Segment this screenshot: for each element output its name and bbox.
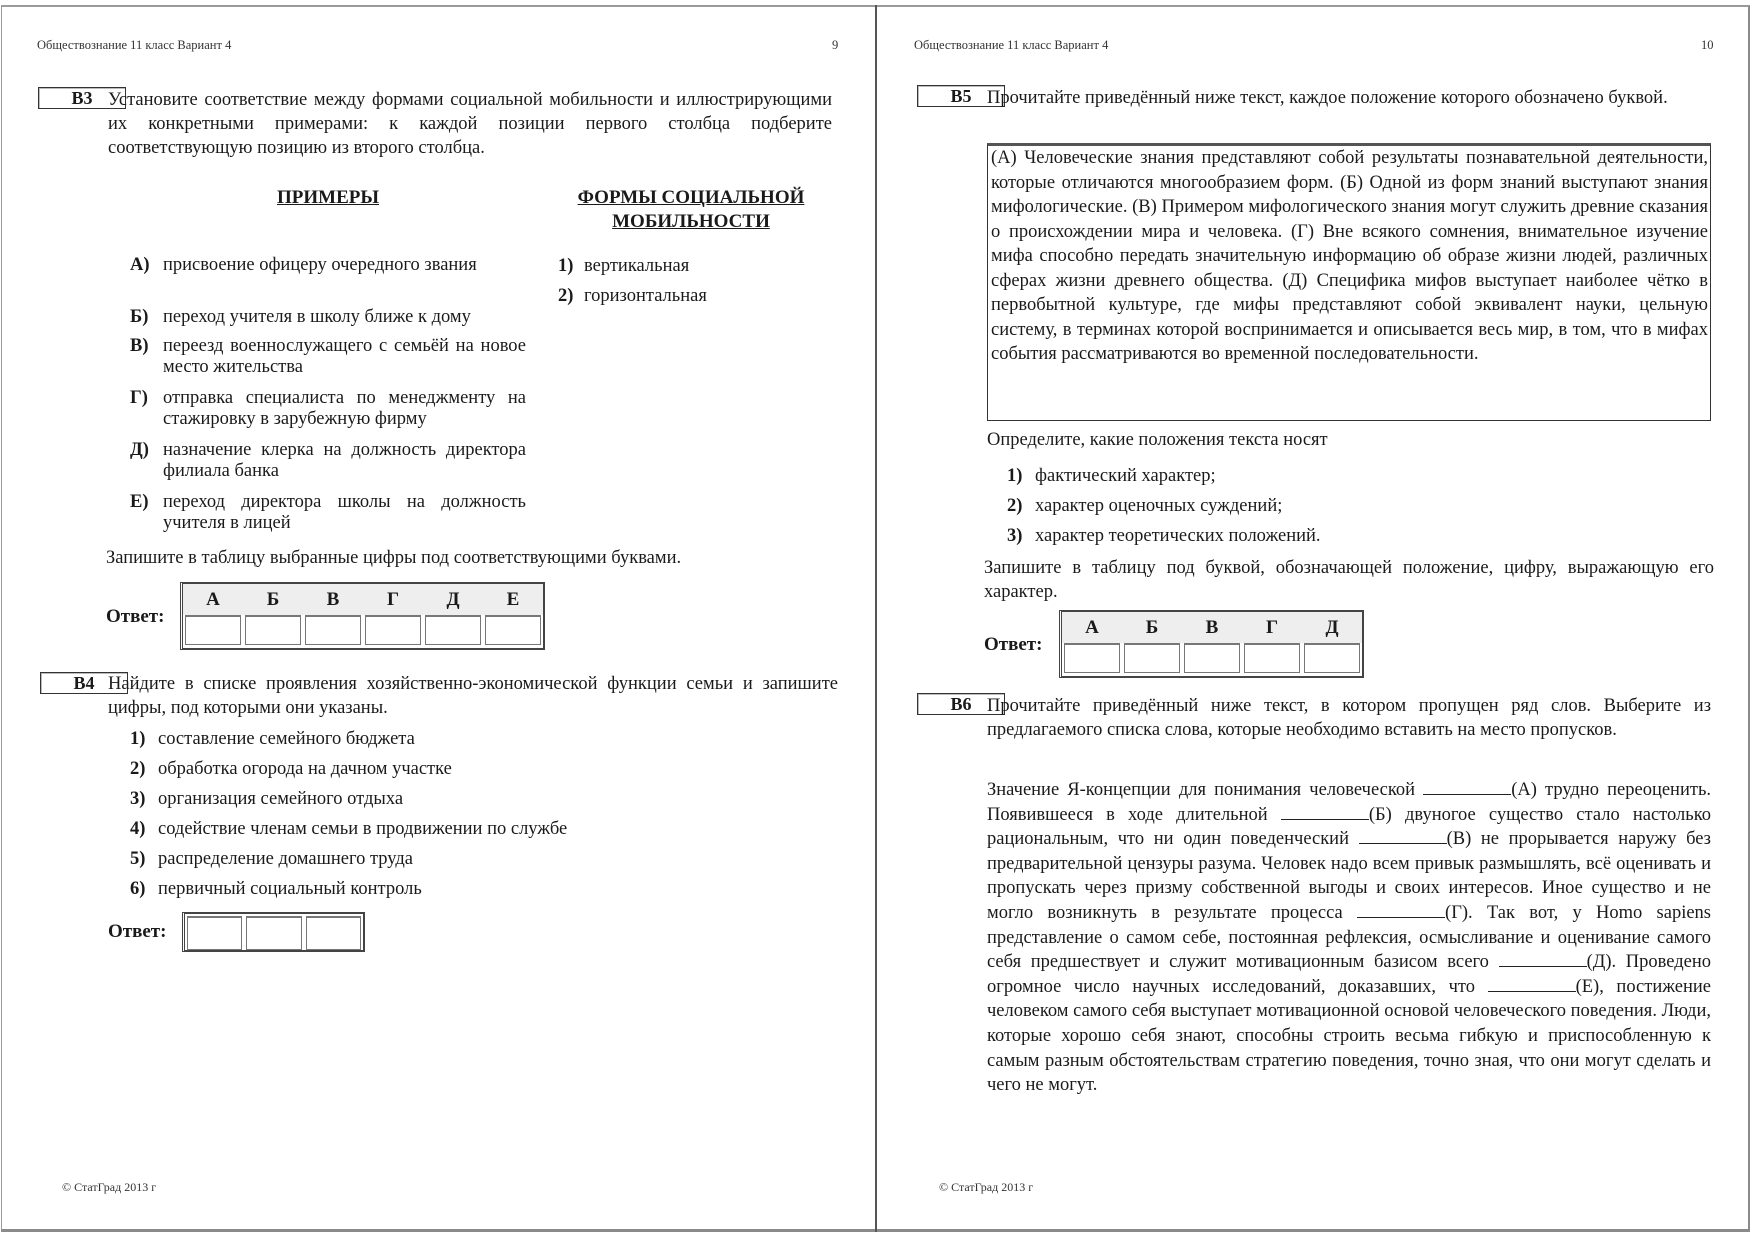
page-10: Обществознание 11 класс Вариант 4 10 B5 Прочитайте приведённый ниже текст, каждое положение которого обозначено буквой. (А) Человеческие знания представляют собой результаты познавательной деятельности, которые отличаются многообразием форм. (Б) Одной из форм знаний выступают знания мифологические. (В) Примером мифологического знания могут служить древние сказания о происхождении мира и человека. (Г) Вне всякого сомнения, внимательное изучение мифа способно передать значительную информацию об образе жизни людей, различных сферах жизни древнего общества. (Д) Специфика мифов выступает наиболее чётко в первобытной культуре, где мифы представляют собой эквивалент науки, цельную систему, в терминах которой воспринимается и описывается весь мир, в том, что в мифах события рассматриваются во временной последовательности. Определите, какие положения текста носят 1) фактический характер; 2) характер оценочных суждений; 3) характер теоретических положений. Запишите в таблицу под буквой, обозначающей положение, цифру, выражающую его характер. Ответ: А Б В Г Д B6 Прочитайте приведённый ниже текст, в котором пропущен ряд слов. Выберите из предлагаемого списка слова, которые необходимо вставить на место пропусков. Значение Я-концепции для понимания человеческой (А) трудно переоценить. Появившееся в ходе длительной (Б) двуногое существо стало настолько рациональным, что ни один поведенческий (В) не прорывается наружу без предварительной цензуры разума. Человек надо всем привык размышлять, всё оценивать и пропускать через призму собственной выгоды и своих интересов. Иное существо и не могло возникнуть в результате процесса (Г). Так вот, у Homo sapiens представление о самом себе, постоянная рефлексия, осмысливание и оценивание самого себя предшествует и служит мотивационным базисом всего (Д). Проведено огромное число научных исследований, доказавших, что (Е), постижение человеком самого себя выступает мотивационной основой человеческого поведения. Люди, которые хорошо себя знают, способны строить весьма гибкую и приспособленную к самым разным обстоятельствам стратегию поведения, точно зная, что они могут сделать и чего не могут. © СтатГрад 2013 г xyxy=(914,38,1714,1194)
answer-column-header: Е xyxy=(506,589,520,610)
answer-label: Ответ: xyxy=(106,606,165,627)
answer-column-header: Б xyxy=(1145,617,1159,638)
blank-a[interactable] xyxy=(1423,778,1511,795)
b5-answer-table xyxy=(1059,610,1364,678)
answer-cell[interactable] xyxy=(425,615,481,645)
page-footer: © СтатГрад 2013 г xyxy=(939,1180,1034,1194)
answer-cells xyxy=(185,914,363,952)
b3-answer-table xyxy=(180,582,545,650)
page-header: Обществознание 11 класс Вариант 4 xyxy=(914,38,1109,52)
answer-label: Ответ: xyxy=(108,921,167,942)
answer-column-header: Г xyxy=(1265,617,1279,638)
answer-cell[interactable] xyxy=(305,615,361,645)
answer-cell[interactable] xyxy=(306,916,361,950)
blank-g[interactable] xyxy=(1357,901,1445,918)
answer-label: Ответ: xyxy=(984,634,1043,655)
blank-d[interactable] xyxy=(1499,950,1587,967)
answer-table-header xyxy=(1062,612,1362,643)
question-label-b4: B4 xyxy=(40,672,128,694)
forms-heading: ФОРМЫ СОЦИАЛЬНОЙ МОБИЛЬНОСТИ xyxy=(577,187,805,232)
b3-instruction: Установите соответствие между формами социальной мобильности и иллюстрирующими их конкретными примерами: к каждой позиции первого столбца подберите соответствующую позицию из второго столбца. xyxy=(108,90,832,158)
question-label-b6: B6 xyxy=(917,693,1005,715)
answer-cell[interactable] xyxy=(1244,643,1300,673)
blank-e[interactable] xyxy=(1488,975,1576,992)
b5-question: Определите, какие положения текста носят xyxy=(987,430,1328,450)
page-number: 9 xyxy=(832,38,839,52)
blank-b[interactable] xyxy=(1281,803,1369,820)
blank-v[interactable] xyxy=(1359,827,1447,844)
answer-cells xyxy=(1062,643,1362,673)
b6-gap-text: Значение Я-концепции для понимания человеческой (А) трудно переоценить. Появившееся в ходе длительной (Б) двуногое существо стало настолько рациональным, что ни один поведенческий (В) не прорывается наружу без предварительной цензуры разума. Человек надо всем привык размышлять, всё оценивать и пропускать через призму собственной выгоды и своих интересов. Иное существо и не могло возникнуть в результате процесса (Г). Так вот, у Homo sapiens представление о самом себе, постоянная рефлексия, осмысливание и оценивание самого себя предшествует и служит мотивационным базисом всего (Д). Проведено огромное число научных исследований, доказавших, что (Е), постижение человеком самого себя выступает мотивационной основой человеческого поведения. Люди, которые хорошо себя знают, способны строить весьма гибкую и приспособленную к самым разным обстоятельствам стратегию поведения, точно зная, что они могут сделать и чего не могут. xyxy=(987,780,1712,1096)
answer-column-header: А xyxy=(206,589,220,610)
page-9: Обществознание 11 класс Вариант 4 9 B3 Установите соответствие между формами социальной мобильности и иллюстрирующими их конкретными примерами: к каждой позиции первого столбца подберите соответствующую позицию из второго столбца. ПРИМЕРЫ ФОРМЫ СОЦИАЛЬНОЙ МОБИЛЬНОСТИ А) присвоение офицеру очередного звания Б) переход учителя в школу ближе к дому В) переезд военнослужащего с семьёй на новое место жительства Г) отправка специалиста по менеджменту на стажировку в зарубежную фирму Д) назначение клерка на должность директора филиала банка Е) переход директора школы на должность учителя в лицей 1) вертикальная 2) горизонтальная Запишите в таблицу выбранные цифры под соответствующими буквами. Ответ: А Б В Г Д Е B4 Найдите в списке проявления хозяйственно-экономической функции семьи и запишите цифры, под которыми они указаны. 1) составление семейного бюджета 2) обработка огорода на дачном участке 3) организация семейного отдыха 4) содействие членам семьи в продвижении по службе 5) распределение домашнего труда 6) первичный социальный контроль Ответ: © СтатГрад 2013 г xyxy=(0,0,875,1239)
answer-cell[interactable] xyxy=(187,916,242,950)
page-header: Обществознание 11 класс Вариант 4 xyxy=(37,38,232,52)
answer-cell[interactable] xyxy=(185,615,241,645)
page-number: 10 xyxy=(1701,38,1714,52)
answer-cell[interactable] xyxy=(246,916,301,950)
examples-heading: ПРИМЕРЫ xyxy=(276,187,380,208)
b6-instruction: Прочитайте приведённый ниже текст, в котором пропущен ряд слов. Выберите из предлагаемого списка слова, которые необходимо вставить на место пропусков. xyxy=(987,696,1711,740)
answer-cell[interactable] xyxy=(1064,643,1120,673)
b4-answer-table xyxy=(182,912,365,952)
answer-cell[interactable] xyxy=(1184,643,1240,673)
answer-column-header: В xyxy=(1205,617,1219,638)
answer-column-header: В xyxy=(326,589,340,610)
answer-cell[interactable] xyxy=(245,615,301,645)
b5-instruction: Прочитайте приведённый ниже текст, каждое положение которого обозначено буквой. xyxy=(987,88,1668,108)
b5-source-text: (А) Человеческие знания представляют собой результаты познавательной деятельности, которые отличаются многообразием форм. (Б) Одной из форм знаний выступают знания мифологические. (В) Примером мифологического знания могут служить древние сказания о происхождении мира и человека. (Г) Вне всякого сомнения, внимательное изучение мифа способно передать значительную информацию об образе жизни людей, различных сферах жизни древнего общества. (Д) Специфика мифов выступает наиболее чётко в первобытной культуре, где мифы представляют собой эквивалент науки, цельную систему, в терминах которой воспринимается и описывается весь мир, в том, что в мифах события рассматриваются во временной последовательности. xyxy=(987,143,1711,421)
answer-cell[interactable] xyxy=(485,615,541,645)
answer-cell[interactable] xyxy=(1304,643,1360,673)
answer-column-header: Г xyxy=(386,589,400,610)
b4-instruction: Найдите в списке проявления хозяйственно-экономической функции семьи и запишите цифры, под которыми они указаны. xyxy=(108,674,838,718)
answer-cells xyxy=(183,615,543,645)
answer-column-header: Б xyxy=(266,589,280,610)
answer-cell[interactable] xyxy=(365,615,421,645)
answer-column-header: А xyxy=(1085,617,1099,638)
b5-table-instruction: Запишите в таблицу под буквой, обозначающей положение, цифру, выражающую его характер. xyxy=(984,558,1714,602)
page-footer: © СтатГрад 2013 г xyxy=(62,1180,157,1194)
answer-column-header: Д xyxy=(446,589,460,610)
question-label-b3: B3 xyxy=(38,87,126,109)
question-label-b5: B5 xyxy=(917,85,1005,107)
answer-table-header xyxy=(183,584,543,615)
answer-cell[interactable] xyxy=(1124,643,1180,673)
answer-column-header: Д xyxy=(1325,617,1339,638)
b3-table-instruction: Запишите в таблицу выбранные цифры под соответствующими буквами. xyxy=(106,548,682,568)
